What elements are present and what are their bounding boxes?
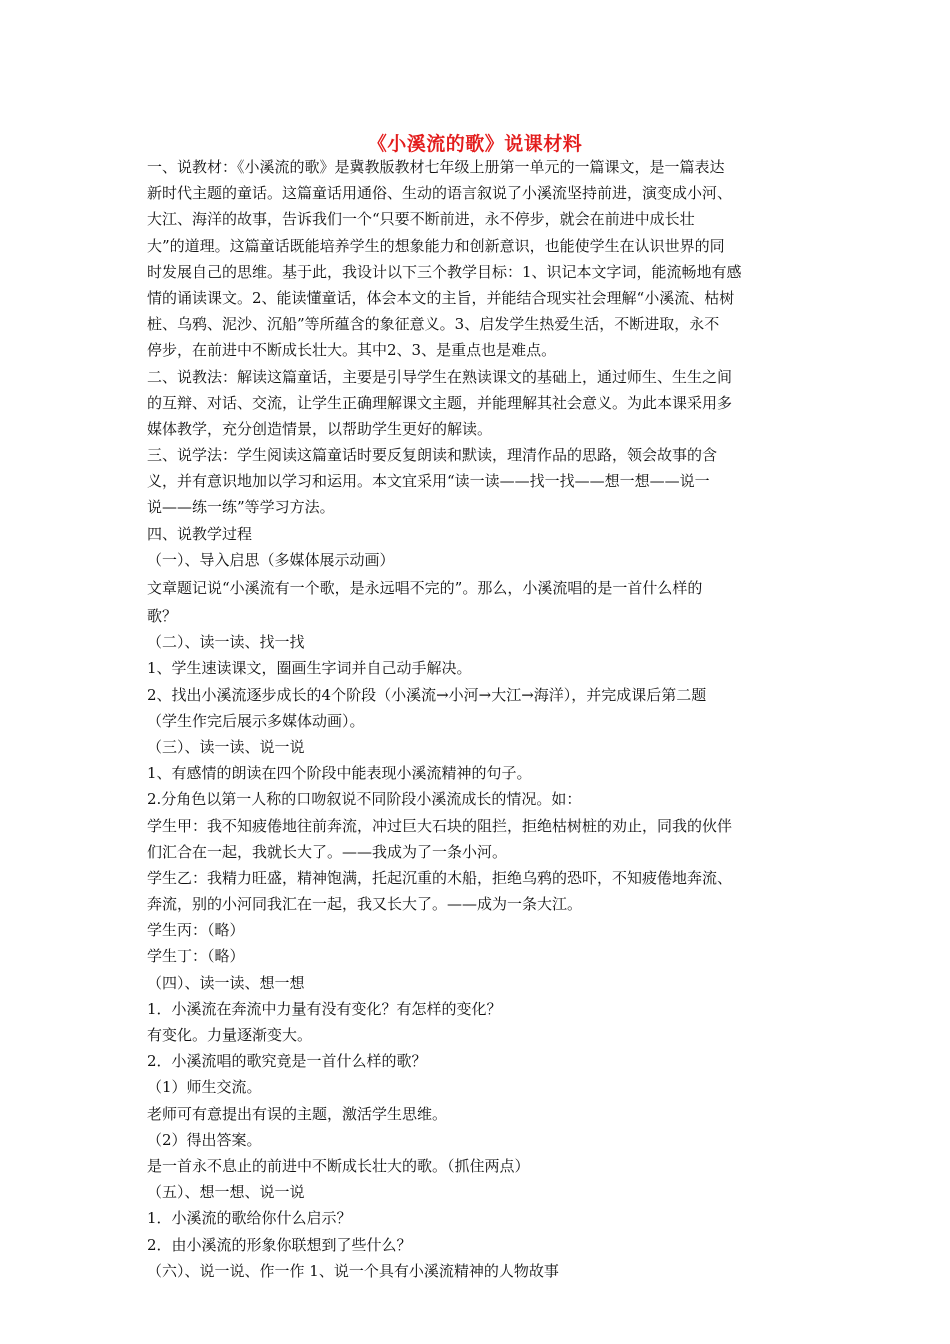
text-line: 1、学生速读课文，圈画生字词并自己动手解决。 — [147, 659, 472, 678]
text-line: 1．小溪流的歌给你什么启示？ — [147, 1209, 352, 1228]
text-line: 是一首永不息止的前进中不断成长壮大的歌。（抓住两点） — [147, 1156, 530, 1175]
text-line: 桩、乌鸦、泥沙、沉船”等所蕴含的象征意义。3、启发学生热爱生活，不断进取，永不 — [147, 315, 720, 334]
text-line: 2．小溪流唱的歌究竟是一首什么样的歌？ — [147, 1052, 427, 1071]
document-title: 《小溪流的歌》说课材料 — [367, 133, 583, 155]
text-line: 学生甲：我不知疲倦地往前奔流，冲过巨大石块的阻拦，拒绝枯树桩的劝止，同我的伙伴 — [147, 816, 733, 835]
text-line: （1）师生交流。 — [147, 1078, 262, 1097]
text-line: 歌？ — [147, 607, 178, 625]
text-line: 一、说教材：《小溪流的歌》是冀教版教材七年级上册第一单元的一篇课文，是一篇表达 — [147, 158, 725, 176]
text-line: （三）、读一读、说一说 — [147, 737, 305, 756]
text-line: 学生乙：我精力旺盛，精神饱满，托起沉重的木船，拒绝乌鸦的恐吓，不知疲倦地奔流、 — [147, 868, 733, 887]
text-line: 们汇合在一起，我就长大了。——我成为了一条小河。 — [147, 842, 508, 861]
text-line: 媒体教学，充分创造情景，以帮助学生更好的解读。 — [147, 419, 493, 438]
text-line: （2）得出答案。 — [147, 1130, 262, 1149]
text-line: （四）、读一读、想一想 — [147, 973, 305, 992]
text-line: 义，并有意识地加以学习和运用。本文宜采用“读一读——找一找——想一想——说一 — [147, 472, 710, 491]
text-line: 三、说学法：学生阅读这篇童话时要反复朗读和默读，理清作品的思路，领会故事的含 — [147, 446, 718, 465]
text-line: 奔流，别的小河同我汇在一起，我又长大了。——成为一条大江。 — [147, 895, 583, 914]
text-line: 大”的道理。这篇童话既能培养学生的想象能力和创新意识，也能使学生在认识世界的同 — [147, 236, 725, 255]
text-line: 新时代主题的童话。这篇童话用通俗、生动的语言叙说了小溪流坚持前进，演变成小河、 — [147, 184, 733, 203]
text-line: 文章题记说“小溪流有一个歌，是永远唱不完的”。那么，小溪流唱的是一首什么样的 — [147, 579, 703, 597]
text-line: （学生作完后展示多媒体动画）。 — [147, 711, 365, 730]
text-line: 学生丁：（略） — [147, 947, 245, 966]
text-line: （一）、导入启思（多媒体展示动画） — [147, 550, 395, 569]
text-line: （六）、说一说、作一作 1、说一个具有小溪流精神的人物故事 — [147, 1261, 559, 1280]
document-body — [147, 154, 807, 1284]
text-line: 停步，在前进中不断成长壮大。其中2、3、是重点也是难点。 — [147, 341, 557, 360]
text-line: 时发展自己的思维。基于此，我设计以下三个教学目标：1、识记本文字词，能流畅地有感 — [147, 262, 742, 281]
text-line: 情的诵读课文。2、能读懂童话，体会本文的主旨，并能结合现实社会理解“小溪流、枯树 — [147, 288, 735, 307]
text-line: 2、找出小溪流逐步成长的4个阶段（小溪流→小河→大江→海洋），并完成课后第二题 — [147, 685, 707, 704]
text-line: 说——练一练”等学习方法。 — [147, 498, 335, 517]
text-line: 2.分角色以第一人称的口吻叙说不同阶段小溪流成长的情况。如： — [147, 790, 582, 809]
text-line: 二、说教法：解读这篇童话，主要是引导学生在熟读课文的基础上，通过师生、生生之间 — [147, 367, 733, 386]
text-line: 的互辩、对话、交流，让学生正确理解课文主题，并能理解其社会意义。为此本课采用多 — [147, 393, 733, 412]
text-line: 学生丙：（略） — [147, 921, 245, 940]
text-line: 大江、海洋的故事，告诉我们一个“只要不断前进，永不停步，就会在前进中成长壮 — [147, 210, 695, 229]
text-line: 1．小溪流在奔流中力量有没有变化？有怎样的变化？ — [147, 999, 502, 1018]
text-line: 有变化。力量逐渐变大。 — [147, 1026, 313, 1044]
text-line: （二）、读一读、找一找 — [147, 633, 305, 652]
text-line: 1、有感情的朗读在四个阶段中能表现小溪流精神的句子。 — [147, 764, 532, 783]
text-line: 2．由小溪流的形象你联想到了些什么？ — [147, 1235, 412, 1254]
text-line: 四、说教学过程 — [147, 524, 253, 543]
text-line: 老师可有意提出有误的主题，激活学生思维。 — [147, 1104, 448, 1123]
text-line: （五）、想一想、说一说 — [147, 1183, 305, 1202]
